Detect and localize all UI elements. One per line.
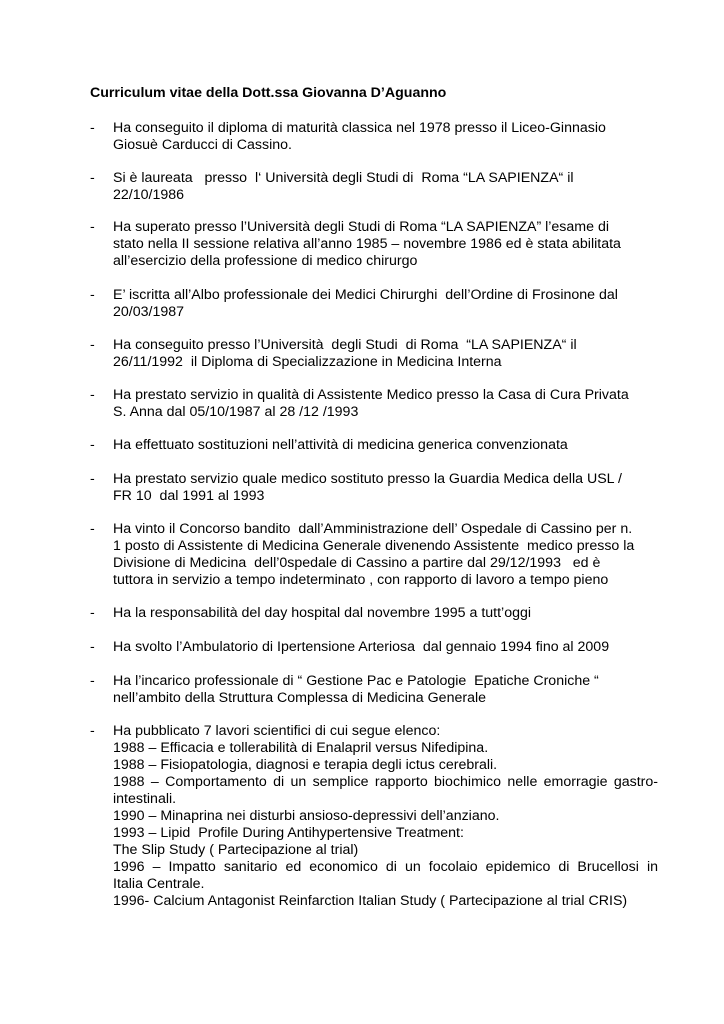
publication-line: The Slip Study ( Partecipazione al trial) [113, 842, 359, 858]
cv-item-line: S. Anna dal 05/10/1987 al 28 /12 /1993 [113, 404, 359, 420]
bullet-dash: - [90, 387, 95, 403]
cv-item-line: 20/03/1987 [113, 304, 185, 320]
cv-item-line: Ha vinto il Concorso bandito dall’Amministrazione dell’ Ospedale di Cassino per n. [113, 521, 633, 537]
cv-item-line: Ha effettuato sostituzioni nell’attività di medicina generica convenzionata [113, 437, 568, 453]
bullet-dash: - [90, 287, 95, 303]
cv-item-line: Ha conseguito presso l’Università degli Studi di Roma “LA SAPIENZA“ il [113, 337, 577, 353]
cv-item-line: Ha prestato servizio quale medico sostituto presso la Guardia Medica della USL / [113, 471, 622, 487]
cv-item-line: tuttora in servizio a tempo indeterminato , con rapporto di lavoro a tempo pieno [113, 572, 609, 588]
document-title: Curriculum vitae della Dott.ssa Giovanna D’Aguanno [90, 85, 447, 101]
publication-line: 1988 – Comportamento di un semplice rapporto biochimico nelle emorragie gastro- [113, 774, 658, 790]
cv-item-line: Ha prestato servizio in qualità di Assistente Medico presso la Casa di Cura Privata [113, 387, 629, 403]
cv-item-line: nell’ambito della Struttura Complessa di Medicina Generale [113, 690, 487, 706]
cv-item-line: 26/11/1992 il Diploma di Specializzazione in Medicina Interna [113, 354, 502, 370]
publication-line: 1990 – Minaprina nei disturbi ansioso-depressivi dell’anziano. [113, 808, 500, 824]
bullet-dash: - [90, 521, 95, 537]
bullet-dash: - [90, 605, 95, 621]
publication-line: intestinali. [113, 791, 177, 807]
bullet-dash: - [90, 170, 95, 186]
bullet-dash: - [90, 219, 95, 235]
bullet-dash: - [90, 723, 95, 739]
cv-item-line: E’ iscritta all’Albo professionale dei Medici Chirurghi dell’Ordine di Frosinone dal [113, 287, 618, 303]
publication-line: 1996- Calcium Antagonist Reinfarction Italian Study ( Partecipazione al trial CRIS) [113, 893, 628, 909]
cv-item-line: FR 10 dal 1991 al 1993 [113, 488, 265, 504]
cv-item-line: Giosuè Carducci di Cassino. [113, 137, 292, 153]
cv-item-line: Divisione di Medicina dell’0spedale di Cassino a partire dal 29/12/1993 ed è [113, 555, 601, 571]
cv-item-line: Ha la responsabilità del day hospital dal novembre 1995 a tutt’oggi [113, 605, 532, 621]
cv-item-line: stato nella II sessione relativa all’anno 1985 – novembre 1986 ed è stata abilitata [113, 236, 621, 252]
bullet-dash: - [90, 437, 95, 453]
publication-line: Italia Centrale. [113, 876, 205, 892]
bullet-dash: - [90, 471, 95, 487]
publications-intro: Ha pubblicato 7 lavori scientifici di cui segue elenco: [113, 723, 441, 739]
bullet-dash: - [90, 639, 95, 655]
cv-item-line: Si è laureata presso l‘ Università degli Studi di Roma “LA SAPIENZA“ il [113, 170, 574, 186]
cv-item-line: all’esercizio della professione di medico chirurgo [113, 253, 418, 269]
bullet-dash: - [90, 337, 95, 353]
cv-item-line: Ha svolto l’Ambulatorio di Ipertensione Arteriosa dal gennaio 1994 fino al 2009 [113, 639, 610, 655]
bullet-dash: - [90, 120, 95, 136]
cv-item-line: 22/10/1986 [113, 187, 185, 203]
bullet-dash: - [90, 673, 95, 689]
publication-line: 1988 – Fisiopatologia, diagnosi e terapia degli ictus cerebrali. [113, 757, 498, 773]
publications-list [113, 723, 658, 910]
publication-line: 1993 – Lipid Profile During Antihypertensive Treatment: [113, 825, 464, 841]
cv-item-line: Ha l’incarico professionale di “ Gestione Pac e Patologie Epatiche Croniche “ [113, 673, 599, 689]
publication-line: 1988 – Efficacia e tollerabilità di Enalapril versus Nifedipina. [113, 740, 489, 756]
cv-item-line: Ha conseguito il diploma di maturità classica nel 1978 presso il Liceo-Ginnasio [113, 120, 606, 136]
cv-item-line: 1 posto di Assistente di Medicina Generale divenendo Assistente medico presso la [113, 538, 635, 554]
cv-item-line: Ha superato presso l’Università degli Studi di Roma “LA SAPIENZA” l’esame di [113, 219, 609, 235]
publication-line: 1996 – Impatto sanitario ed economico di un focolaio epidemico di Brucellosi in [113, 859, 658, 875]
